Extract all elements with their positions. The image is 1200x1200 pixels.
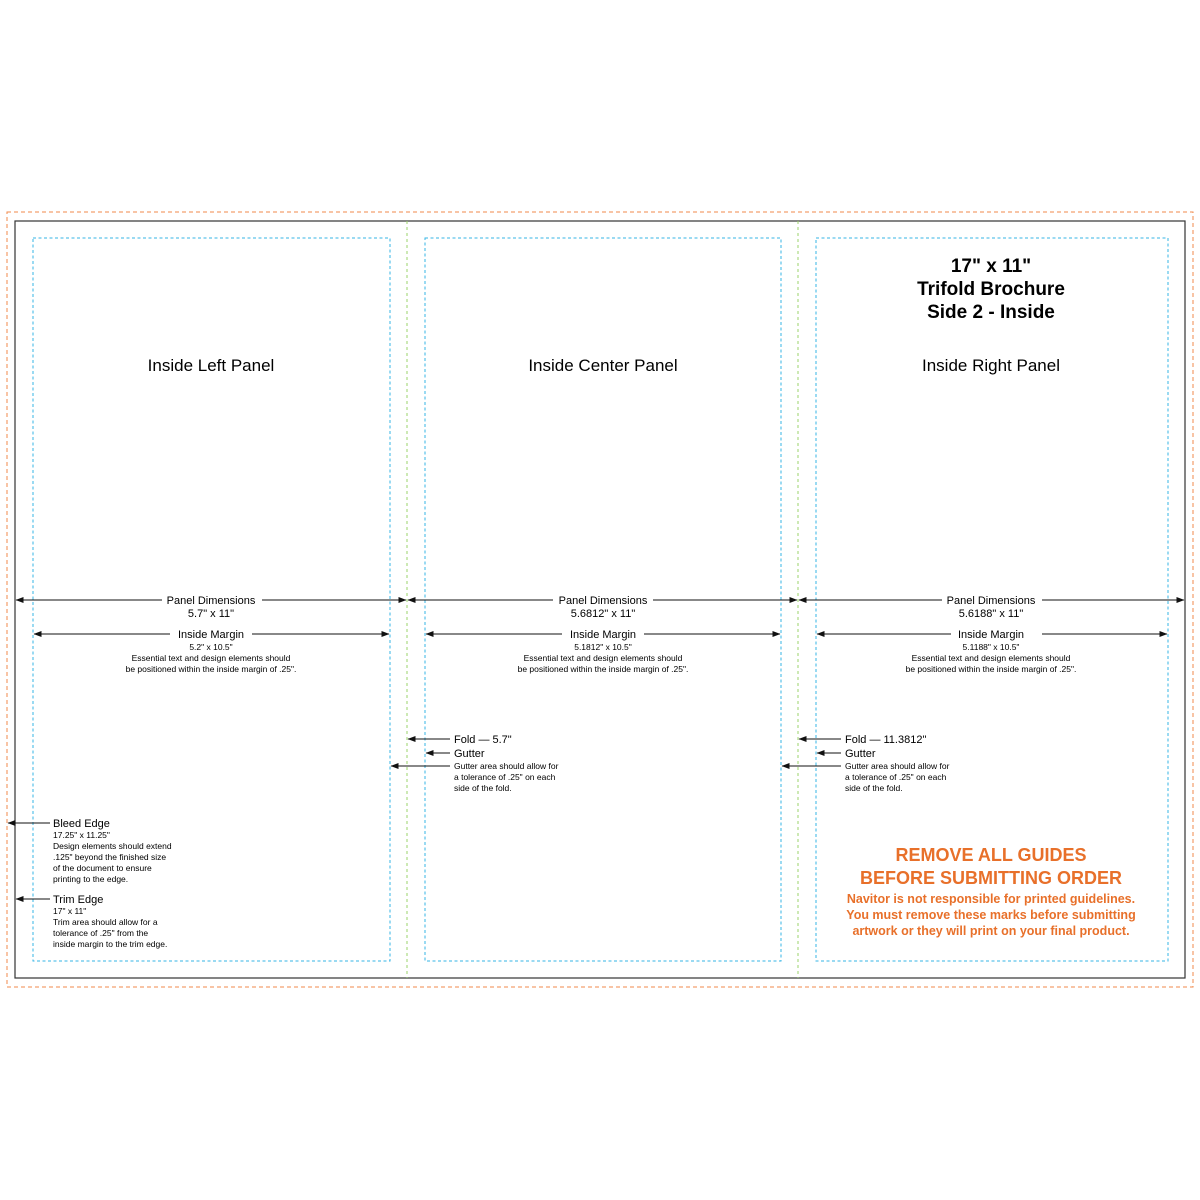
gutter-note-1-line-1: Gutter area should allow for [454,761,559,771]
panel-dimensions-value-left: 5.7" x 11" [187,608,235,620]
panel-dimensions-label-left: Panel Dimensions [166,595,256,607]
warning-line-1: REMOVE ALL GUIDES [895,845,1087,865]
fold-label-2: Fold — 11.3812" [845,734,927,746]
warning-line-4: You must remove these marks before submitting [846,908,1136,922]
bleed-edge-note-1: Design elements should extend [53,841,172,851]
panel-title-center: Inside Center Panel [528,356,678,375]
inside-margin-note-right-1: Essential text and design elements should [911,653,1071,663]
trim-edge-size: 17" x 11" [53,906,87,916]
bleed-edge-note-3: of the document to ensure [53,863,152,873]
gutter-label-2: Gutter [845,748,876,760]
inside-margin-value-left: 5.2" x 10.5" [189,642,233,652]
panel-title-left: Inside Left Panel [147,356,275,375]
inside-margin-value-center: 5.1812" x 10.5" [574,642,632,652]
inside-margin-note-left-2: be positioned within the inside margin of .25". [125,664,297,674]
gutter-note-2-line-3: side of the fold. [845,783,903,793]
trim-edge-note-3: inside margin to the trim edge. [53,939,168,949]
inside-margin-value-right: 5.1188" x 10.5" [962,642,1020,652]
header-side: Side 2 - Inside [927,302,1055,323]
bleed-edge-note-4: printing to the edge. [53,874,129,884]
warning-line-5: artwork or they will print on your final product. [852,924,1130,938]
trim-edge-label: Trim Edge [53,894,104,906]
inside-margin-note-center-1: Essential text and design elements should [523,653,683,663]
panel-dimensions-value-center: 5.6812" x 11" [570,608,636,620]
panel-dimensions-value-right: 5.6188" x 11" [958,608,1024,620]
gutter-note-1-line-2: a tolerance of .25" on each [454,772,556,782]
header-size: 17" x 11" [950,256,1032,277]
gutter-label-1: Gutter [454,748,485,760]
header-title [917,256,1065,323]
gutter-note-2-line-1: Gutter area should allow for [845,761,950,771]
panel-title-right: Inside Right Panel [922,356,1060,375]
gutter-note-1-line-3: side of the fold. [454,783,512,793]
inside-margin-label-right: Inside Margin [957,629,1025,641]
bleed-edge-note-2: .125" beyond the finished size [53,852,167,862]
gutter-note-2-line-2: a tolerance of .25" on each [845,772,947,782]
inside-margin-label-left: Inside Margin [177,629,245,641]
inside-margin-note-center-2: be positioned within the inside margin of .25". [517,664,689,674]
panel-dimensions-label-center: Panel Dimensions [558,595,648,607]
fold-label-1: Fold — 5.7" [454,734,512,746]
inside-margin-note-right-2: be positioned within the inside margin of .25". [905,664,1077,674]
remove-guides-warning [846,845,1135,938]
header-product: Trifold Brochure [917,279,1065,300]
bleed-edge-size: 17.25" x 11.25" [53,830,110,840]
trim-edge-note-1: Trim area should allow for a [53,917,158,927]
bleed-edge-label: Bleed Edge [53,818,110,830]
warning-line-2: BEFORE SUBMITTING ORDER [859,868,1123,888]
panel-dimensions-label-right: Panel Dimensions [946,595,1036,607]
inside-margin-note-left-1: Essential text and design elements should [131,653,291,663]
trim-edge-note-2: tolerance of .25" from the [53,928,149,938]
inside-margin-label-center: Inside Margin [569,629,637,641]
warning-line-3: Navitor is not responsible for printed guidelines. [846,892,1136,906]
